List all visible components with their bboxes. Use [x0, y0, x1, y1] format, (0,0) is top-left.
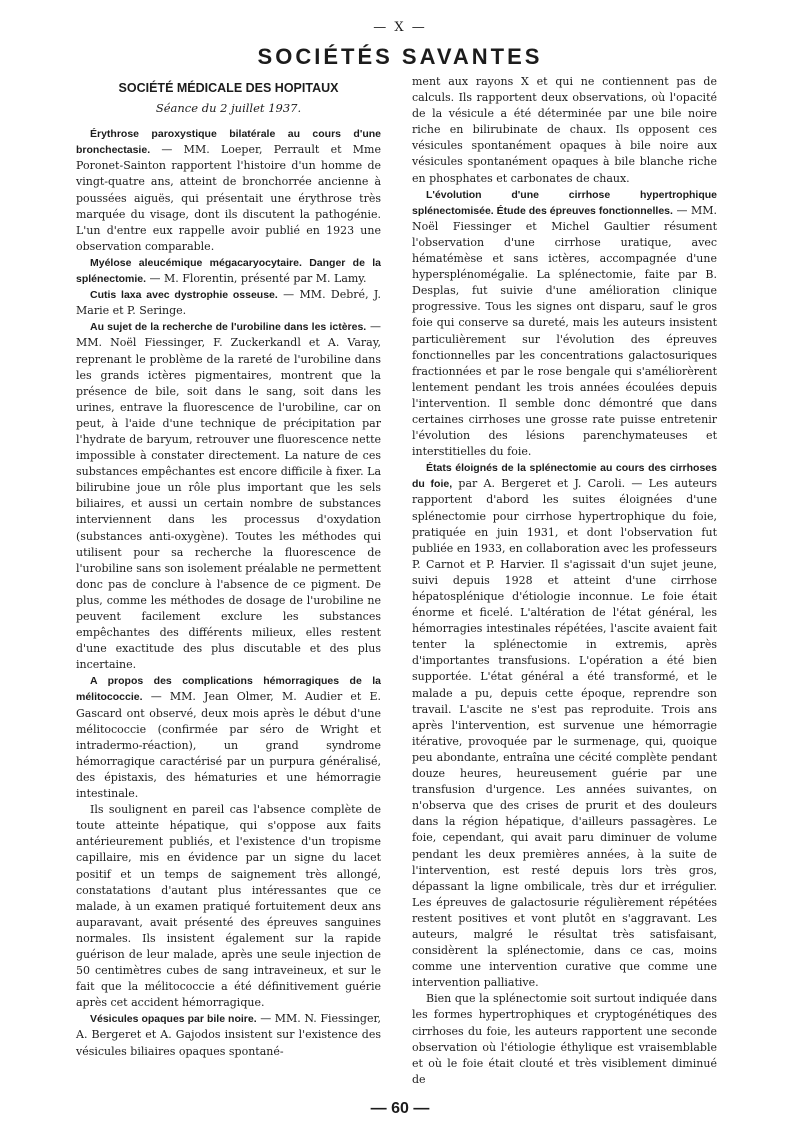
abstract-text: — MM. Noël Fiessinger et Michel Gaultier résument l'observation d'une cirrhose uratique, avec hématémèse et sans ictères, accompagnée d'une hypersplénomégalie. La splénectomie, faite par B. Desplas, fut suivie d'une amélioration clinique progressive. Tous les signes ont disparu, sauf le gros foie qui conserve sa dureté, mais les auteurs insistent particulièrement sur l'évolution des épreuves fonctionnelles par les concentrations galactosuriques fractionnées et par le rose bengale qui s'améliorèrent lentement pendant les trois années écoulées depuis l'intervention. Il semble donc démontré que dans certaines cirrhoses une grosse rate puisse entretenir l'évolution des lésions parenchymateuses et interstitielles du foie.	[412, 203, 717, 459]
abstract-title: L'évolution d'une cirrhose hypertrophique splénectomisée. Étude des épreuves fonctionnelles.	[412, 188, 717, 217]
right-column	[412, 74, 717, 1088]
page-number: — 60 —	[370, 1100, 430, 1117]
abstract-paragraph: Bien que la splénectomie soit surtout indiquée dans les formes hypertrophiques et cryptogénétiques des cirrhoses du foie, les auteurs rapportent une seconde observation où l'étiologie éthylique est vraisemblable et où le foie était clouté et très visiblement diminué de	[412, 992, 717, 1086]
abstract-text: par A. Bergeret et J. Caroli. — Les auteurs rapportent d'abord les suites éloignées d'une splénectomie pour cirrhose hypertrophique du foie, pratiquée en juin 1931, et dont l'observation fut publiée en 1933, en collaboration avec les professeurs P. Carnot et P. Harvier. Il s'agissait d'un sujet jeune, suivi depuis 1928 et atteint d'une cirrhose hépatosplénique d'étiologie inconnue. Le foie était énorme et ficelé. L'altération de l'état général, les hémorragies intestinales répétées, l'ascite avaient fait tenter la splénectomie in extremis, après d'importantes transfusions. L'opération a été bien supportée. L'état général a été transformé, et le malade a pu, depuis cette époque, reprendre son travail. L'ascite ne s'est pas reproduite. Trois ans après l'intervention, est survenue une hémorragie itérative, provoquée par le surmenage, qui, quoique peu abondante, entraîna une cécité complète pendant douze heures, heureusement guérie par une transfusion d'urgence. Les années suivantes, on n'observa que des crises de prurit et des douleurs dans la région hépatique, d'ailleurs passagères. Le foie, cependant, qui avait paru diminuer de volume pendant les deux premières années, à la suite de l'intervention, est resté depuis lors très gros, dépassant la ligne ombilicale, très dur et irrégulier. Les épreuves de galactosurie régulièrement répétées restent positives et vont plutôt en s'aggravant. Les auteurs, malgré le résultat très satisfaisant, considèrent la splénectomie, dans ce cas, moins comme une intervention curative que comme une intervention palliative.	[412, 477, 717, 990]
abstract-paragraph: Ils soulignent en pareil cas l'absence complète de toute atteinte hépatique, qui s'oppose aux faits antérieurement publiés, et l'existence d'un tropisme capillaire, mis en évidence par un signe du lacet positif et un temps de saignement très allongé, constatations d'autant plus intéressantes que ce malade, à un examen pratiqué fortuitement deux ans auparavant, avait présenté des épreuves sanguines normales. Ils insistent également sur la rapide guérison de leur malade, après une seule injection de 50 centimètres cubes de sang intraveineux, et sur le fait que la mélitococcie a été définitivement guérie après cet accident hémorragique.	[76, 803, 381, 1010]
abstract-text: — MM. N. Fiessinger, A. Bergeret et A. Gajodos insistent sur l'existence des vésicules biliaires opaques spontané-	[76, 1012, 382, 1058]
abstract-title: A propos des complications hémorragiques de la mélitococcie.	[76, 675, 381, 704]
abstract-title: Vésicules opaques par bile noire.	[90, 1013, 257, 1026]
abstract-title: États éloignés de la splénectomie au cours des cirrhoses du foie,	[412, 462, 717, 491]
running-folio: — X —	[373, 20, 427, 35]
left-column	[76, 74, 381, 1060]
abstract-continuation: ment aux rayons X et qui ne contiennent pas de calculs. Ils rapportent deux observations, où l'opacité de la vésicule a été déterminée par une bile noire riche en bilirubinate de chaux. Ils opposent ces vésicules spontanément opaques à bile noire aux vésicules spontanément opaques à bile blanche riche en phosphates et carbonates de chaux.	[412, 75, 717, 185]
abstract-text: — M. Florentin, présenté par M. Lamy.	[146, 272, 367, 286]
abstract-cutis-laxa	[76, 287, 381, 319]
abstract-melitococcie	[76, 673, 381, 802]
abstract-title: Au sujet de la recherche de l'urobiline dans les ictères.	[90, 321, 367, 334]
meeting-date: Séance du 2 juillet 1937.	[155, 101, 302, 116]
abstract-vesicules	[76, 1011, 381, 1059]
abstract-urobiline	[76, 319, 381, 673]
abstract-title: Myélose aleucémique mégacaryocytaire. Danger de la splénectomie.	[76, 256, 381, 286]
abstract-text: — MM. Noël Fiessinger, F. Zuckerkandl et A. Varay, reprenant le problème de la rareté de l'urobiline dans les grands ictères pigmentaires, montrent que la présence de bile, soit dans le sang, soit dans les urines, entrave la fluorescence de l'urobiline, car on peut, à l'aide d'une technique de précipitation par l'hydrate de baryum, retrouver une fluorescence nette impossible à constater directement. La nature de ces substances empêchantes est encore difficile à fixer. La bilirubine joue un rôle plus important que les sels biliaires, et aussi un certain nombre de substances interviennent dans les processus d'oxydation (substances anti-oxygène). Toutes les méthodes qui utilisent pour sa recherche la fluorescence de l'urobiline sans son isolement préalable ne permettent donc pas de conclure à l'absence de ce pigment. De plus, comme les méthodes de dosage de l'urobiline ne peuvent facilement exclure les substances empêchantes des différents milieux, elles restent d'une exactitude des plus discutable et des plus incertaine.	[76, 320, 381, 672]
abstract-splenectomie-etats	[412, 460, 717, 991]
abstract-text: — MM. Jean Olmer, M. Audier et E. Gascard ont observé, deux mois après le début d'une mélitococcie (confirmée par séro de Wright et intradermo-réaction), un grand syndrome hémorragique caractérisé par un purpura généralisé, des épistaxis, des hématuries et une hémorragie intestinale.	[76, 690, 381, 801]
abstract-text: — MM. Debré, J. Marie et P. Seringe.	[76, 288, 381, 318]
abstract-title: Cutis laxa avec dystrophie osseuse.	[90, 289, 278, 302]
abstract-text: — MM. Loeper, Perrault et Mme Poronet-Sainton rapportent l'histoire d'un homme de vingt-quatre ans, atteint de bronchorrée ancienne à poussées aiguës, qui présentait une érythrose très marquée du visage, dont ils discutent la pathogénie. L'un d'entre eux rappelle avoir publié en 1923 une observation comparable.	[76, 143, 381, 253]
abstract-erythrose	[76, 126, 381, 255]
abstract-title: Érythrose paroxystique bilatérale au cours d'une bronchectasie.	[76, 128, 381, 157]
abstract-myelose	[76, 255, 381, 287]
journal-section-title: SOCIÉTÉS SAVANTES	[257, 44, 543, 69]
society-title: SOCIÉTÉ MÉDICALE DES HOPITAUX	[118, 81, 339, 95]
abstract-cirrhose-evolution	[412, 187, 717, 461]
